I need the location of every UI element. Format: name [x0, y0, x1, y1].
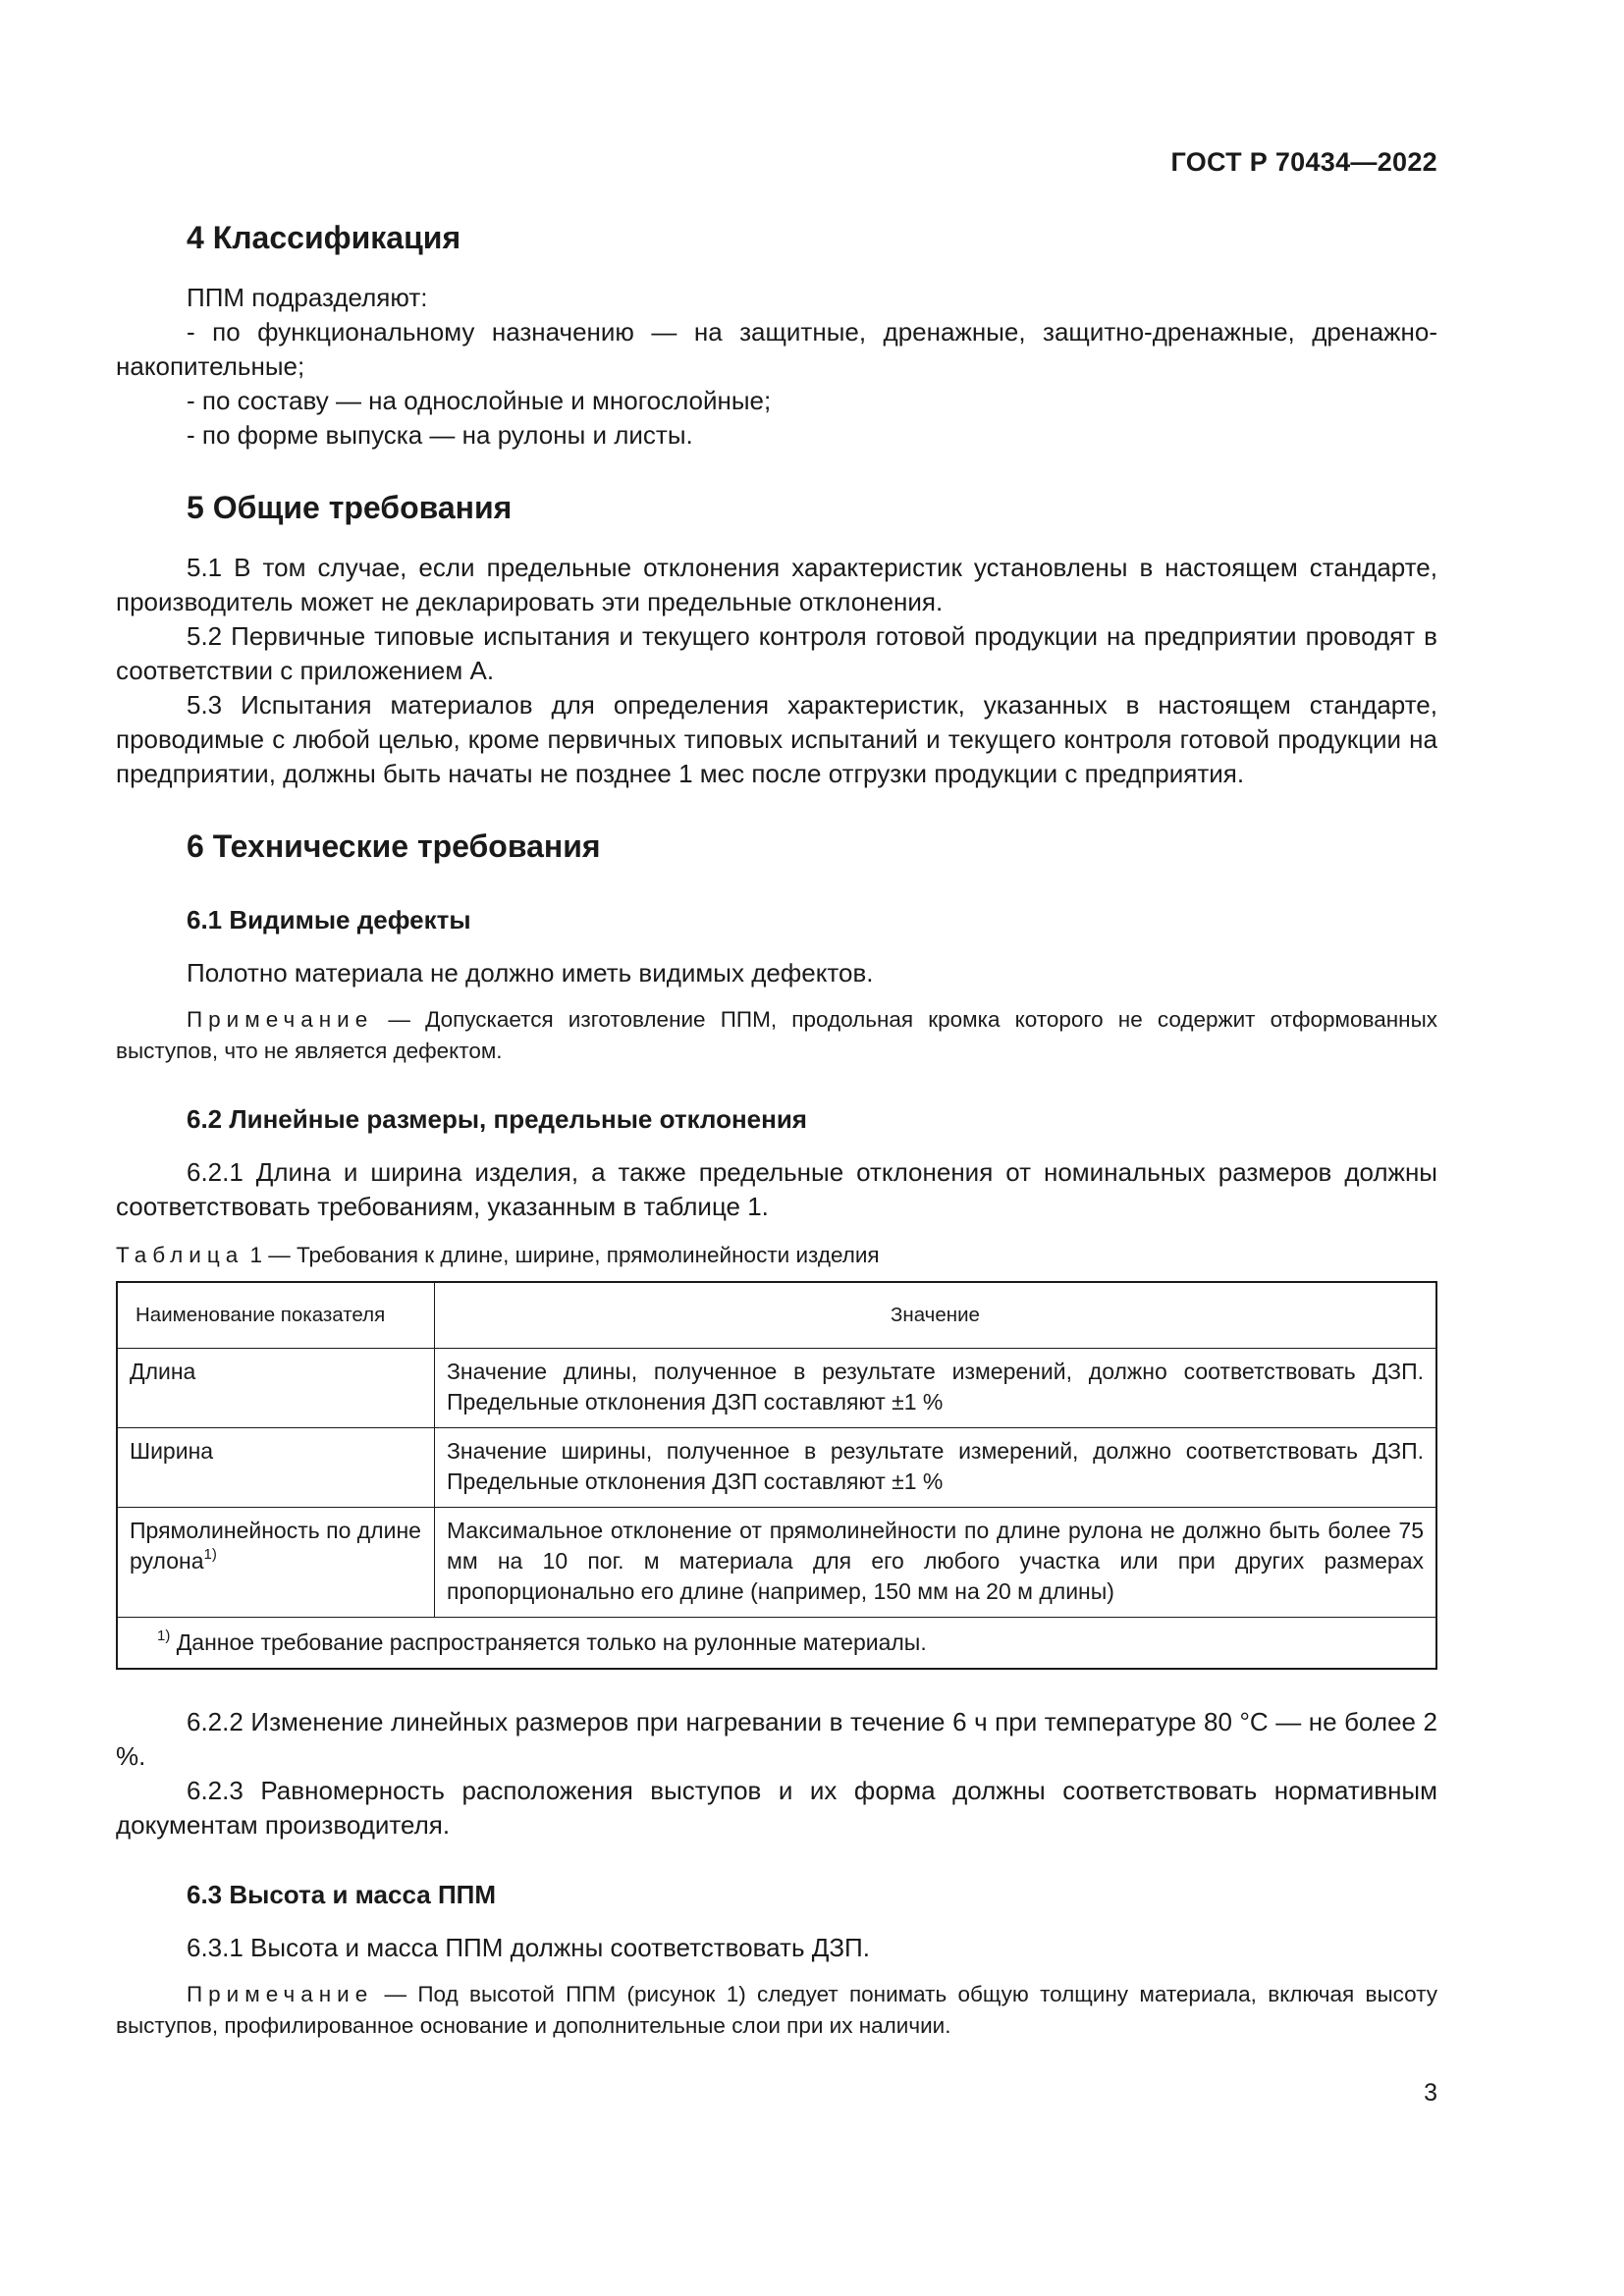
table-cell-name: Длина — [117, 1349, 435, 1428]
note-6-3 — [116, 1979, 1437, 2042]
paragraph-6-2-1: 6.2.1 Длина и ширина изделия, а также предельные отклонения от номинальных размеров должны соответствовать требованиям, указанным в таблице 1. — [116, 1157, 1437, 1221]
paragraph-6-1: Полотно материала не должно иметь видимых дефектов. — [187, 958, 874, 988]
table-cell-name: Ширина — [117, 1428, 435, 1508]
column-header-value: Значение — [435, 1282, 1437, 1349]
section-4-heading: 4 Классификация — [187, 220, 461, 255]
table-cell-value: Значение ширины, полученное в результате измерений, должно соответствовать ДЗП. Предельные отклонения ДЗП составляют ±1 % — [435, 1428, 1437, 1508]
subsection-6-1-heading: 6.1 Видимые дефекты — [187, 905, 471, 934]
paragraph-6-2-2: 6.2.2 Изменение линейных размеров при нагревании в течение 6 ч при температуре 80 °С — не более 2 %. — [116, 1707, 1437, 1771]
note-text: — Под высотой ППМ (рисунок 1) следует понимать общую толщину материала, включая высоту выступов, профилированное основание и дополнительные слои при их наличии. — [116, 1982, 1437, 2038]
page-number: 3 — [1424, 2079, 1437, 2107]
table-cell-value: Максимальное отклонение от прямолинейности по длине рулона не должно быть более 75 мм на 10 пог. м материала для его любого участка или при других размерах пропорционально его длине (например, 150 мм на 20 м длины) — [435, 1508, 1437, 1618]
paragraph-5-3: 5.3 Испытания материалов для определения характеристик, указанных в настоящем стандарте, проводимые с любой целью, кроме первичных типовых испытаний и текущего контроля готовой продукции на предприятии, должны быть начаты не позднее 1 мес после отгрузки продукции с предприятия. — [116, 690, 1437, 788]
document-code: ГОСТ Р 70434—2022 — [1170, 147, 1437, 177]
page-content — [116, 218, 1437, 2042]
table-cell-value: Значение длины, полученное в результате измерений, должно соответствовать ДЗП. Предельные отклонения ДЗП составляют ±1 % — [435, 1349, 1437, 1428]
list-item: - по составу — на однослойные и многослойные; — [187, 386, 772, 415]
table-caption — [116, 1240, 1437, 1271]
section-5-heading: 5 Общие требования — [187, 490, 513, 525]
table-cell-name-text: Прямолинейность по длине рулона — [130, 1518, 421, 1574]
column-header-indicator: Наименование показателя — [117, 1282, 435, 1349]
subsection-6-3-heading: 6.3 Высота и масса ППМ — [187, 1880, 496, 1909]
table-row — [117, 1349, 1436, 1428]
note-label: Примечание — [187, 1982, 374, 2006]
paragraph-6-3-1: 6.3.1 Высота и масса ППМ должны соответствовать ДЗП. — [187, 1933, 870, 1962]
table-footnote — [117, 1618, 1436, 1670]
list-item: - по функциональному назначению — на защитные, дренажные, защитно-дренажные, дренажно-накопительные; — [116, 317, 1437, 381]
table-cell-name — [117, 1508, 435, 1618]
section-6-heading: 6 Технические требования — [187, 828, 601, 864]
note-text: — Допускается изготовление ППМ, продольная кромка которого не содержит отформованных выступов, что не является дефектом. — [116, 1007, 1437, 1063]
requirements-table — [116, 1281, 1437, 1670]
table-caption-label: Таблица — [116, 1243, 244, 1267]
table-row — [117, 1428, 1436, 1508]
table-row — [117, 1508, 1436, 1618]
section-4-intro: ППМ подразделяют: — [187, 283, 428, 312]
table-header-row — [117, 1282, 1436, 1349]
paragraph-5-1: 5.1 В том случае, если предельные отклонения характеристик установлены в настоящем стандарте, производитель может не декларировать эти предельные отклонения. — [116, 553, 1437, 616]
note-label: Примечание — [187, 1007, 374, 1032]
footnote-ref: 1) — [203, 1546, 217, 1563]
table-caption-text: 1 — Требования к длине, ширине, прямолинейности изделия — [244, 1243, 880, 1267]
footnote-mark: 1) — [157, 1628, 171, 1644]
document-page — [116, 0, 1437, 2296]
footnote-text: Данное требование распространяется только на рулонные материалы. — [170, 1629, 927, 1655]
table-footnote-row — [117, 1618, 1436, 1670]
note-6-1 — [116, 1004, 1437, 1067]
list-item: - по форме выпуска — на рулоны и листы. — [187, 420, 693, 450]
paragraph-6-2-3: 6.2.3 Равномерность расположения выступов и их форма должны соответствовать нормативным документам производителя. — [116, 1776, 1437, 1840]
paragraph-5-2: 5.2 Первичные типовые испытания и текущего контроля готовой продукции на предприятии проводят в соответствии с приложением А. — [116, 621, 1437, 685]
subsection-6-2-heading: 6.2 Линейные размеры, предельные отклонения — [187, 1104, 807, 1134]
